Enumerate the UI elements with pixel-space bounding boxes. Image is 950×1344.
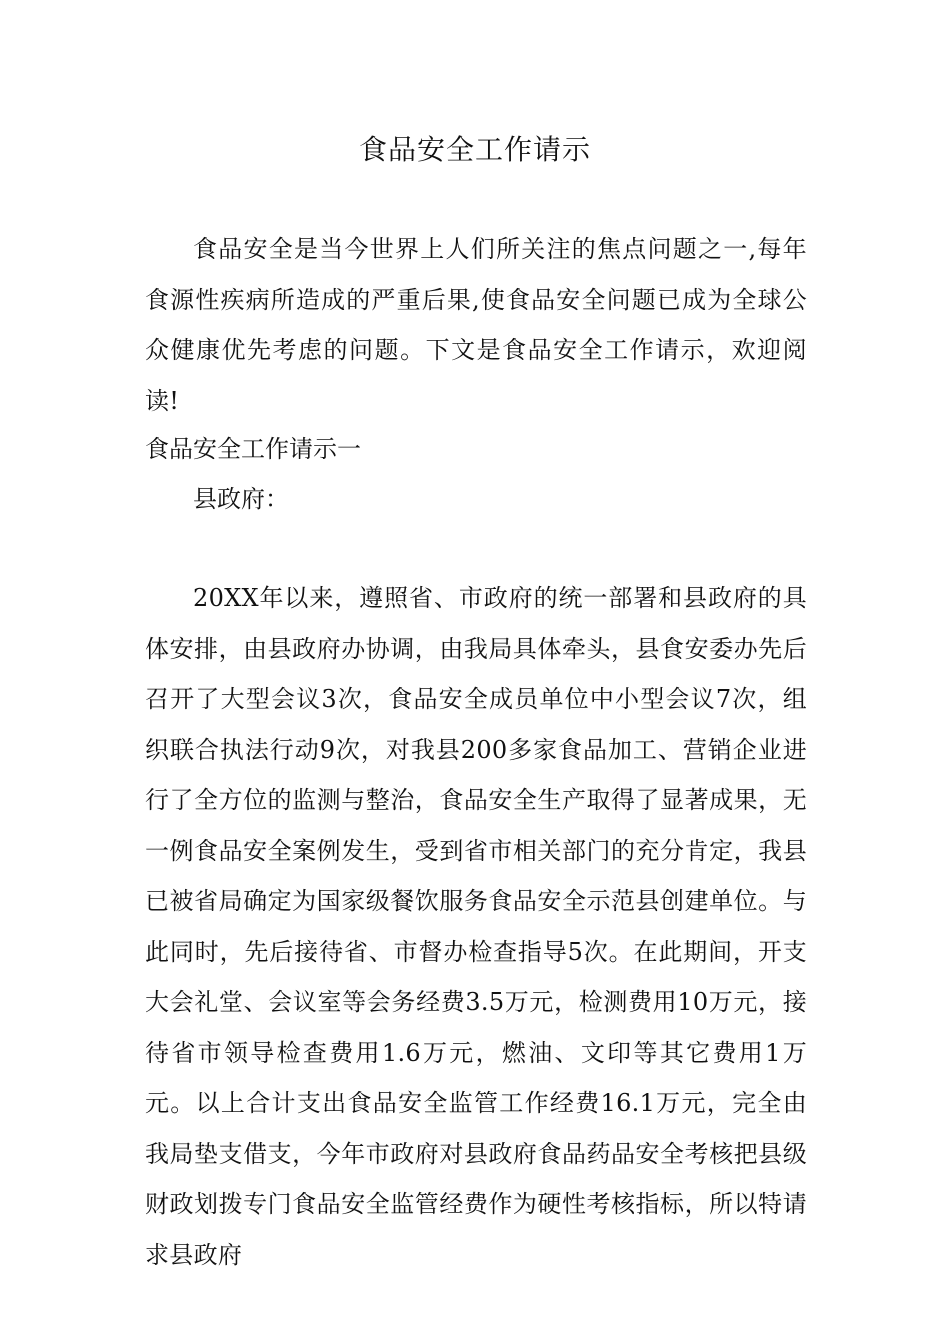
document-title: 食品安全工作请示 [358,133,591,166]
section-heading: 食品安全工作请示一 [145,435,361,463]
salutation: 县政府： [193,485,289,513]
main-paragraph: 20XX年以来，遵照省、市政府的统一部署和县政府的具体安排，由县政府办协调，由我局具体牵头，县食安委办先后召开了大型会议3次，食品安全成员单位中小型会议7次，组织联合执法行动9次，对我县200多家食品加工、营销企业进行了全方位的监测与整治，食品安全生产取得了显著成果，无一例食品安全案例发生，受到省市相关部门的充分肯定，我县已被省局确定为国家级餐饮服务食品安全示范县创建单位。与此同时，先后接待省、市督办检查指导5次。在此期间，开支大会礼堂、会议室等会务经费3.5万元，检测费用10万元，接待省市领导检查费用1.6万元，燃油、文印等其它费用1万元。以上合计支出食品安全监管工作经费16.1万元，完全由我局垫支借支，今年市政府对县政府食品药品安全考核把县级财政划拨专门食品安全监管经费作为硬性考核指标，所以特请求县政府 [145,584,807,1269]
intro-paragraph: 食品安全是当今世界上人们所关注的焦点问题之一,每年食源性疾病所造成的严重后果,使食品安全问题已成为全球公众健康优先考虑的问题。下文是食品安全工作请示，欢迎阅读! [145,235,807,415]
